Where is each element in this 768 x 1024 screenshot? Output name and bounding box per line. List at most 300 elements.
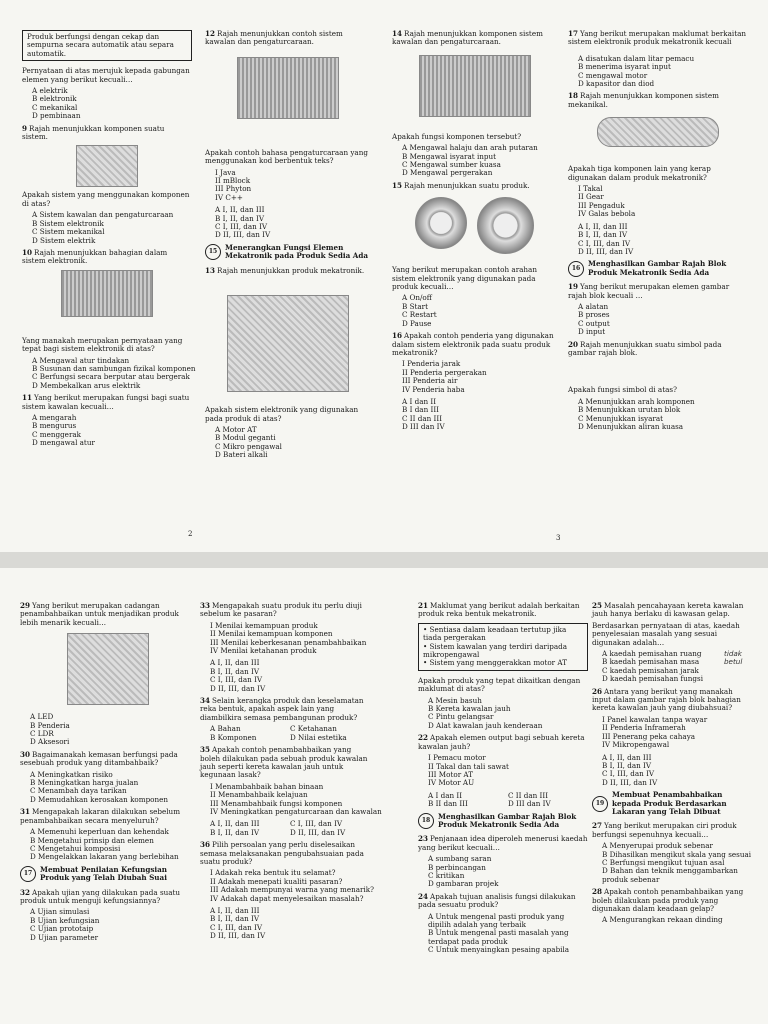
question-number: 19 [568, 282, 579, 292]
option[interactable]: C Mengetahui komposisi [30, 843, 121, 853]
page-number: 3 [556, 534, 561, 542]
question-number: 17 [568, 29, 579, 38]
question-26-list [602, 716, 752, 750]
section-title: Membuat Penambahbaikan kepada Produk Berdasarkan Lakaran yang Telah Dibuat [612, 790, 727, 816]
option[interactable]: A Menyerupai produk sebenar [602, 841, 713, 851]
option[interactable]: B Modul geganti [215, 433, 276, 443]
question-19-options [578, 303, 748, 337]
option[interactable]: D Mengelakkan lakaran yang berlebihan [30, 852, 179, 862]
question-11 [22, 394, 192, 411]
question-stem: Rajah menunjukkan komponen sistem kawalan dan pengaturcaraan. [392, 29, 543, 47]
question-10-options [32, 355, 196, 391]
option[interactable]: A I, II, dan III [210, 906, 260, 915]
option[interactable]: A Mesin basuh [428, 695, 482, 705]
question-stem: Maklumat yang berikut adalah berkaitan produk reka bentuk mekatronik. [418, 601, 580, 619]
question-31-options [30, 828, 195, 862]
option[interactable]: B I, II, dan IV [578, 230, 628, 240]
question-27 [592, 822, 752, 839]
option[interactable]: D Nilai estetika [290, 732, 347, 742]
list-item: I Panel kawalan tanpa wayar [602, 714, 708, 724]
question-18-list [578, 185, 748, 219]
question-10-sub: Yang manakah merupakan pernyataan yang tepat bagi sistem elektronik di atas? [22, 335, 183, 354]
question-number: 21 [418, 601, 429, 610]
question-13 [205, 267, 370, 275]
question-12-sub: Apakah contoh bahasa pengaturcaraan yang menggunakan kod berbentuk teks? [205, 147, 368, 166]
question-9-options [32, 211, 192, 245]
option[interactable]: B I, II, dan IV [602, 760, 652, 770]
question-13-options [215, 426, 370, 460]
option[interactable]: D Bahan dan teknik menggambarkan produk sebenar [602, 866, 738, 884]
option[interactable]: A Untuk mengenal pasti produk yang dipilih adalah yang terbaik [428, 911, 565, 929]
option[interactable]: B Ujian kefungsian [30, 915, 100, 925]
question-16-options [402, 398, 557, 432]
question-stem: Masalah pencahayaan kereta kawalan jauh hanya berlaku di kawasan gelap. [592, 601, 744, 619]
question-20 [568, 341, 748, 358]
question-stem: Yang berikut merupakan fungsi bagi suatu sistem kawalan kecuali… [22, 393, 190, 411]
list-item: III Phyton [215, 184, 252, 194]
option[interactable]: A I, II, dan III [602, 752, 652, 762]
bottom-column-4 [592, 602, 752, 929]
option[interactable]: C I, III, dan IV [578, 238, 631, 248]
question-33-list [210, 622, 370, 656]
option[interactable]: C Ujian prototaip [30, 924, 94, 934]
question-30-options [30, 771, 195, 805]
option[interactable]: B perbincangan [428, 862, 486, 872]
bullet-item: • Sistem yang menggerakkan motor AT [423, 658, 567, 668]
section-badge: 16 [568, 261, 584, 277]
option[interactable]: D Ujian parameter [30, 932, 99, 942]
option[interactable]: C menggerak [32, 429, 82, 439]
question-26 [592, 688, 752, 713]
question-stem: Apakah contoh penambahbaikan yang boleh dilakukan pada sebuah produk kawalan jauh seperti kereta kawalan jauh untuk kegunaan lasak? [200, 745, 368, 780]
question-21 [418, 602, 588, 619]
option[interactable]: B elektronik [32, 94, 77, 104]
option[interactable]: A disatukan dalam litar pemacu [578, 53, 695, 63]
list-item: IV Mikropengawal [602, 740, 670, 750]
list-item: III Adakah mempunyai warna yang menarik? [210, 885, 374, 895]
list-item: I Menilai kemampuan produk [210, 620, 318, 630]
option[interactable]: D III dan IV [402, 422, 445, 432]
option[interactable]: B Dihasilkan mengikut skala yang sesuai [602, 849, 752, 859]
option[interactable]: B Sistem elektronik [32, 218, 104, 228]
option[interactable]: A I, II, dan III [215, 205, 265, 215]
bullet-text: Sentiasa dalam keadaan tertutup jika tiada pergerakan [423, 624, 567, 643]
circuit-board-image [61, 270, 153, 317]
question-17-options [578, 55, 748, 89]
top-column-2 [205, 30, 370, 464]
bullet-item: • Sentiasa dalam keadaan tertutup jika tiada pergerakan [423, 624, 567, 643]
option[interactable]: B Meningkatkan harga jualan [30, 778, 139, 788]
washer-drum-image [477, 197, 534, 254]
page-divider [0, 552, 768, 568]
question-14-sub: Apakah fungsi komponen tersebut? [392, 131, 522, 141]
option[interactable]: C Berfungsi secara berputar atau bergerak [32, 372, 190, 382]
bottom-column-3 [418, 602, 588, 959]
option[interactable]: D Pause [402, 318, 432, 328]
section-heading [592, 791, 752, 816]
option[interactable]: D kaedah pemisahan fungsi [602, 674, 704, 684]
list-item: III Pengaduk [578, 200, 625, 210]
option[interactable]: D II, III, dan IV [215, 230, 271, 240]
option[interactable]: C Menambah daya tarikan [30, 786, 127, 796]
section-badge: 15 [205, 244, 221, 260]
section-heading [568, 260, 748, 277]
bullet-text: Sistem kawalan yang terdiri daripada mikropengawal [423, 641, 568, 660]
list-item: II Penderia pergerakan [402, 367, 487, 377]
bottom-column-2 [200, 601, 382, 945]
option[interactable]: B Kereta kawalan jauh [428, 704, 511, 714]
option[interactable]: B Komponen [210, 732, 257, 742]
question-number: 29 [20, 601, 31, 610]
option[interactable]: C LDR [30, 729, 54, 739]
option[interactable]: D II, III, dan IV [602, 777, 658, 787]
question-26-options [602, 754, 752, 788]
option[interactable]: A Motor AT [215, 424, 257, 434]
option[interactable]: A I dan II [428, 790, 463, 800]
question-number: 12 [205, 29, 216, 38]
question-stem: Antara yang berikut yang manakah input dalam gambar rajah blok bahagian kereta kawalan jauh yang diubahsuai? [592, 686, 741, 713]
question-number: 18 [568, 91, 579, 101]
question-25-sub: Berdasarkan pernyataan di atas, kaedah penyelesaian masalah yang sesuai digunakan adalah… [592, 620, 740, 647]
option[interactable]: C Restart [402, 310, 437, 320]
option[interactable]: A Memenuhi keperluan dan kehendak [30, 827, 169, 837]
question-14-options [402, 144, 557, 178]
option[interactable]: B mengurus [32, 421, 77, 431]
option[interactable]: D Mengawal pergerakan [402, 168, 493, 178]
list-item: IV Motor AU [428, 778, 475, 788]
top-column-3 [392, 30, 557, 436]
list-item: IV Menilai ketahanan produk [210, 646, 317, 656]
option[interactable]: C kaedah pemisahan jarak [602, 665, 699, 675]
option[interactable]: D II, III, dan IV [290, 827, 346, 837]
section-heading [205, 244, 370, 261]
section-badge: 19 [592, 796, 608, 812]
question-number: 28 [592, 887, 603, 897]
option[interactable]: A I dan II [402, 396, 437, 406]
option[interactable]: B Penderia [30, 720, 70, 730]
section-title: Menghasilkan Gambar Rajah Blok Produk Mekatronik Sedia Ada [588, 259, 727, 277]
option[interactable]: B I, II, dan IV [210, 827, 260, 837]
section-heading [418, 813, 588, 830]
question-20-options [578, 398, 748, 432]
question-stem: Rajah menunjukkan produk mekatronik. [217, 265, 365, 275]
question-stem: Mengapakah suatu produk itu perlu diuji sebelum ke pasaran? [200, 601, 362, 619]
washing-machine-images [392, 193, 557, 258]
option[interactable]: A I, II, dan III [210, 819, 260, 829]
option[interactable]: D gambaran projek [428, 879, 499, 889]
question-number: 36 [200, 840, 211, 850]
question-10 [22, 249, 192, 266]
list-item: I Takal [578, 184, 603, 194]
option[interactable]: C I, III, dan IV [602, 769, 655, 779]
question-stem: Rajah menunjukkan contoh sistem kawalan dan pengaturcaraan. [205, 29, 343, 47]
option[interactable]: B I, II, dan IV [215, 213, 265, 223]
option[interactable]: A Menunjukkan arah komponen [578, 396, 695, 406]
question-17 [568, 30, 748, 47]
option[interactable]: C Berfungsi mengikut tujuan asal [602, 857, 725, 867]
question-36-options [210, 907, 370, 941]
question-number: 10 [22, 247, 33, 257]
section-title: Menghasilkan Gambar Rajah Blok Produk Mekatronik Sedia Ada [438, 811, 577, 829]
option[interactable]: A kaedah pemisahan ruang [602, 649, 702, 659]
question-21-sub: Apakah produk yang tepat dikaitkan dengan maklumat di atas? [418, 675, 581, 694]
option[interactable]: D II, III, dan IV [578, 246, 634, 256]
option[interactable]: B proses [578, 310, 610, 320]
question-number: 34 [200, 696, 211, 706]
bullet-item: • Sistem kawalan yang terdiri daripada mikropengawal [423, 641, 568, 660]
question-15 [392, 182, 557, 190]
question-16 [392, 332, 557, 357]
option[interactable]: D Bateri alkali [215, 450, 268, 460]
list-item: III Menilai keberkesanan penambahbaikan [210, 637, 367, 647]
option[interactable]: B II dan III [428, 799, 468, 809]
option[interactable]: B Mengetahui prinsip dan elemen [30, 835, 154, 845]
option[interactable]: A On/off [402, 293, 432, 303]
option[interactable]: D II, III, dan IV [210, 931, 266, 941]
question-stem: Rajah menunjukkan komponen suatu sistem. [22, 123, 165, 142]
option[interactable]: C mengawal motor [578, 70, 648, 80]
option[interactable]: C I, III, dan IV [290, 819, 343, 829]
question-stem: Apakah contoh penambahbaikan yang boleh dilakukan pada produk yang digunakan dalam keadaan gelap? [592, 887, 744, 913]
option[interactable]: B Susunan dan sambungan fizikal komponen [32, 363, 196, 373]
option[interactable]: D pembinaan [32, 111, 81, 121]
option[interactable]: A Mengawal atur tindakan [32, 355, 130, 365]
question-15-sub: Yang berikut merupakan contoh arahan sistem elektronik yang digunakan pada produk kecuali… [392, 265, 537, 292]
question-number: 23 [418, 834, 429, 844]
question-29 [20, 602, 195, 627]
option[interactable]: A Mengawal halaju dan arah putaran [402, 143, 538, 153]
question-24-options [428, 913, 588, 955]
question-18-options [578, 223, 748, 257]
question-stem: Selain kerangka produk dan keselamatan reka bentuk, apakah aspek lain yang diambilkira semasa pembangunan produk? [200, 696, 364, 722]
list-item: II Takal dan tali sawat [428, 761, 509, 771]
question-14 [392, 30, 557, 47]
option[interactable]: C kritikan [428, 870, 465, 880]
question-36 [200, 841, 370, 866]
question-34 [200, 697, 370, 722]
list-item: IV C++ [215, 192, 243, 202]
option[interactable]: C II dan III [402, 413, 443, 423]
question-35 [200, 746, 370, 780]
question-number: 26 [592, 686, 603, 696]
option[interactable]: C II dan III [508, 790, 549, 800]
question-9 [22, 125, 192, 142]
option[interactable]: B Menunjukkan urutan blok [578, 405, 681, 415]
option[interactable]: A Sistem kawalan dan pengaturcaraan [32, 210, 174, 220]
question-33 [200, 602, 370, 619]
question-stem: Apakah ujian yang dilakukan pada suatu produk untuk menguji kefungsiannya? [20, 887, 181, 905]
list-item: II Menilai kemampuan komponen [210, 629, 333, 639]
option[interactable]: D Membekalkan arus elektrik [32, 380, 141, 390]
question-20-sub: Apakah fungsi simbol di atas? [568, 385, 677, 395]
question-stem: Yang berikut merupakan maklumat berkaitan sistem elektronik produk mekatronik kecuali [568, 29, 747, 47]
option[interactable]: D Aksesori [30, 737, 70, 747]
list-item: IV Penderia haba [402, 384, 465, 394]
option[interactable]: C mekanikal [32, 102, 78, 112]
option[interactable]: B Untuk mengenal pasti masalah yang terdapat pada produk [428, 928, 569, 946]
top-column-1 [22, 30, 196, 452]
question-stem: Yang berikut merupakan ciri produk berfungsi sepenuhnya kecuali… [592, 821, 737, 839]
option[interactable]: B kaedah pemisahan masa [602, 657, 700, 667]
question-stem: Rajah menunjukkan suatu simbol pada gambar rajah blok. [568, 339, 722, 357]
question-number: 25 [592, 601, 603, 610]
option[interactable]: C Ketahanan [290, 724, 337, 734]
option[interactable]: B I dan III [402, 405, 440, 415]
driver-module-image [419, 55, 531, 117]
question-24 [418, 893, 588, 910]
option[interactable]: B I, II, dan IV [210, 666, 260, 676]
question-number: 33 [200, 601, 211, 610]
list-item: II Penderia Inframerah [602, 723, 686, 733]
top-column-4 [568, 30, 748, 435]
bottom-column-1 [20, 602, 195, 946]
question-22-list [428, 754, 588, 788]
option[interactable]: B Mengawal isyarat input [402, 151, 496, 161]
question-18 [568, 92, 748, 109]
question-number: 24 [418, 891, 429, 901]
worksheet-page-bottom [0, 568, 768, 1024]
list-item: II mBlock [215, 176, 251, 186]
question-27-options [602, 842, 752, 884]
question-8-options [32, 87, 192, 121]
question-stem: Rajah menunjukkan bahagian dalam sistem elektronik. [22, 247, 168, 266]
question-number: 9 [22, 123, 28, 133]
option[interactable]: C I, III, dan IV [210, 675, 263, 685]
section-title: Menerangkan Fungsi Elemen Mekatronik pada Produk Sedia Ada [225, 242, 369, 261]
option[interactable]: C Menunjukkan isyarat [578, 413, 663, 423]
question-stem: Yang berikut merupakan cadangan penambahbaikan untuk menjadikan produk lebih menarik kecuali… [20, 601, 179, 627]
question-21-options [428, 697, 588, 731]
option[interactable]: D Memudahkan kerosakan komponen [30, 794, 169, 804]
option[interactable]: D III dan IV [508, 799, 551, 809]
question-29-options [30, 713, 195, 747]
question-stem: Apakah elemen output bagi sebuah kereta kawalan jauh? [418, 733, 585, 751]
option[interactable]: B menerima isyarat input [578, 62, 671, 72]
question-28 [592, 888, 752, 913]
question-stem: Bagaimanakah kemasan berfungsi pada sesebuah produk yang ditambahbaik? [20, 749, 178, 768]
list-item: I Adakah reka bentuk itu selamat? [210, 868, 336, 878]
list-item: IV Adakah dapat menyelesaikan masalah? [210, 893, 364, 903]
question-number: 30 [20, 749, 31, 759]
controller-board-image [237, 57, 339, 119]
question-number: 20 [568, 339, 579, 349]
option[interactable]: C I, III, dan IV [210, 922, 263, 932]
belt-image [597, 117, 719, 147]
list-item: III Motor AT [428, 769, 474, 779]
question-stem: Apakah tujuan analisis fungsi dilakukan pada sesuatu produk? [418, 891, 576, 910]
option[interactable]: D kapasitor dan diod [578, 79, 655, 89]
option[interactable]: C Mikro pengawal [215, 441, 282, 451]
option[interactable]: C Pintu gelangsar [428, 712, 494, 722]
list-item: III Penerang peka cahaya [602, 731, 696, 741]
option[interactable]: C I, III, dan IV [215, 222, 268, 232]
list-item: I Pemacu motor [428, 753, 486, 763]
list-item: III Menambahbaik fungsi komponen [210, 798, 343, 808]
option[interactable]: D input [578, 327, 606, 337]
question-35-list [210, 781, 382, 817]
section-badge: 18 [418, 813, 434, 829]
option[interactable]: B I, II, dan IV [210, 914, 260, 924]
question-8-stem: Pernyataan di atas merujuk kepada gabungan elemen yang berikut kecuali… [22, 66, 190, 84]
option[interactable]: A Ujian simulasi [30, 907, 90, 917]
list-item: II Adakah menepati kualiti pasaran? [210, 876, 343, 886]
question-13-sub: Apakah sistem elektronik yang digunakan pada produk di atas? [205, 405, 359, 423]
question-number: 15 [392, 180, 403, 190]
section-title: Membuat Penilaian Kefungsian Produk yang Telah Diubah Suai [40, 864, 167, 883]
question-stem: Apakah contoh penderia yang digunakan dalam sistem elektronik pada suatu produk mekatronik? [392, 331, 554, 357]
option[interactable]: C Untuk menyaingkan pesaing apabila [428, 945, 570, 955]
option[interactable]: B Start [402, 301, 428, 311]
option[interactable]: D II, III, dan IV [210, 683, 266, 693]
option[interactable]: D Menunjukkan aliran kuasa [578, 422, 684, 431]
question-32-options [30, 908, 195, 942]
question-number: 11 [22, 393, 33, 403]
list-item: I Java [215, 167, 236, 177]
question-stem: Yang berikut merupakan elemen gambar rajah blok kecuali … [568, 282, 730, 300]
question-stem: Rajah menunjukkan komponen sistem mekanikal. [568, 91, 719, 109]
gear-diagram-image [76, 145, 138, 187]
section-badge: 17 [20, 866, 36, 882]
list-item: IV Meningkatkan pengaturcaraan dan kawalan [210, 806, 382, 816]
question-32 [20, 889, 195, 906]
option[interactable]: A mengarah [32, 412, 77, 422]
list-item: I Penderia jarak [402, 359, 461, 369]
question-25 [592, 602, 752, 619]
question-35-options [210, 820, 370, 837]
question-28-options [602, 916, 752, 924]
bullet-text: Sistem yang menggerakkan motor AT [429, 658, 567, 668]
question-number: 32 [20, 887, 31, 897]
option[interactable]: A Mengurangkan rekaan dinding [602, 915, 723, 925]
section-heading [20, 866, 195, 883]
option[interactable]: A I, II, dan III [210, 658, 260, 668]
option[interactable]: A Bahan [210, 724, 241, 734]
question-11-options [32, 414, 192, 448]
question-15-options [402, 294, 557, 328]
list-item: III Penderia air [402, 376, 458, 386]
question-33-options [210, 659, 370, 693]
option[interactable]: A I, II, dan III [578, 221, 628, 231]
option[interactable]: C output [578, 318, 610, 328]
question-9-sub: Apakah sistem yang menggunakan komponen di atas? [22, 190, 190, 208]
option[interactable]: A elektrik [32, 86, 68, 96]
page-number: 2 [188, 530, 193, 538]
option[interactable]: D Alat kawalan jauh kenderaan [428, 720, 543, 730]
info-box [418, 623, 588, 671]
option[interactable]: A sumbang saran [428, 854, 492, 864]
option[interactable]: A LED [30, 712, 54, 722]
quad-bike-image [67, 633, 149, 705]
question-19 [568, 283, 748, 300]
question-number: 35 [200, 745, 211, 755]
question-22 [418, 734, 588, 751]
question-stem: Penjanaan idea diperoleh menerusi kaedah yang berikut kecuali… [418, 834, 588, 852]
handwritten-note: tidak betul [724, 649, 743, 667]
option[interactable]: D mengawal atur [32, 438, 95, 448]
option[interactable]: A alatan [578, 301, 609, 311]
option[interactable]: A Meningkatkan risiko [30, 769, 113, 779]
list-item: I Menambahbaik bahan binaan [210, 781, 324, 791]
arrow-symbol-area [568, 360, 748, 386]
question-12 [205, 30, 370, 47]
option[interactable]: D Sistem elektrik [32, 235, 96, 245]
question-16-list [402, 360, 557, 394]
question-36-list [210, 868, 374, 903]
robot-car-image [227, 295, 349, 392]
question-23 [418, 835, 588, 852]
option[interactable]: C Sistem mekanikal [32, 227, 105, 237]
option[interactable]: C Mengawal sumber kuasa [402, 160, 501, 170]
